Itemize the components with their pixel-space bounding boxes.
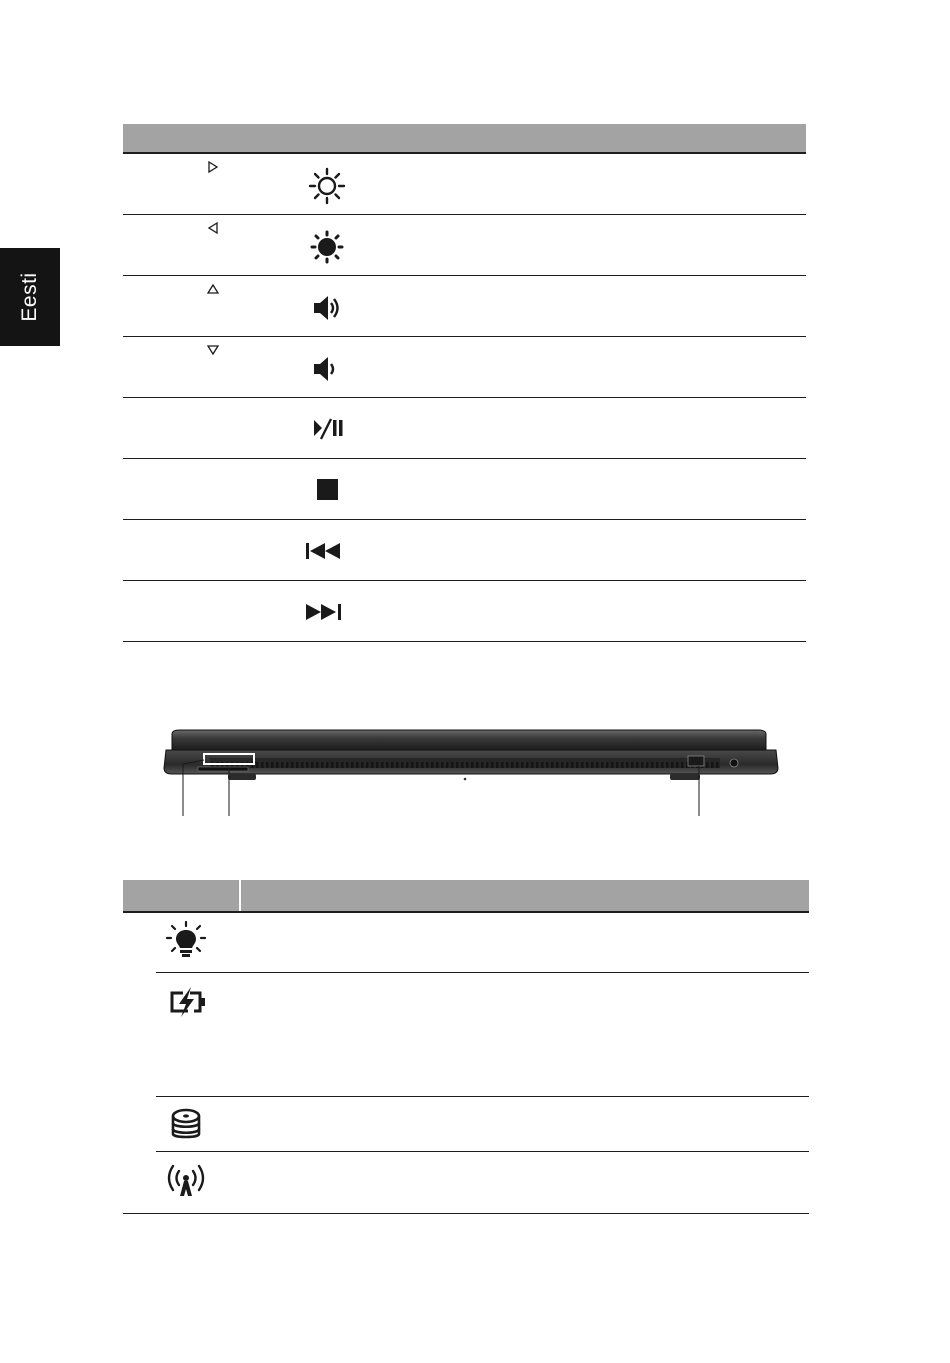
triangle-down-icon <box>207 344 219 356</box>
table-row <box>156 913 809 973</box>
volume-up-icon <box>305 287 349 327</box>
battery-charging-icon <box>164 981 208 1021</box>
hotkey-table-header <box>123 124 806 154</box>
hdd-activity-icon <box>164 1105 208 1145</box>
indicator-table <box>123 880 809 1214</box>
language-tab-label: Eesti <box>18 272 41 322</box>
table-row <box>123 1152 809 1214</box>
table-row <box>123 276 806 337</box>
table-row <box>123 459 806 520</box>
brightness-up-icon <box>305 165 349 205</box>
table-row <box>123 154 806 215</box>
play-pause-icon <box>305 409 349 449</box>
table-row <box>123 337 806 398</box>
indicator-table-header <box>123 880 809 913</box>
table-row <box>156 1097 809 1152</box>
power-indicator-icon <box>164 921 208 961</box>
previous-track-icon <box>305 531 349 571</box>
table-row <box>123 398 806 459</box>
triangle-left-icon <box>207 222 219 234</box>
triangle-right-icon <box>207 161 219 173</box>
stop-icon <box>305 470 349 510</box>
triangle-up-icon <box>207 283 219 295</box>
table-row <box>156 973 809 1097</box>
language-tab <box>0 248 60 346</box>
wireless-icon <box>164 1160 208 1200</box>
laptop-front-view <box>150 724 790 824</box>
table-row <box>123 215 806 276</box>
next-track-icon <box>305 592 349 632</box>
volume-down-icon <box>305 348 349 388</box>
brightness-down-icon <box>305 226 349 266</box>
table-row <box>123 581 806 642</box>
header-divider <box>239 880 241 911</box>
hotkey-table <box>123 124 806 642</box>
table-row <box>123 520 806 581</box>
